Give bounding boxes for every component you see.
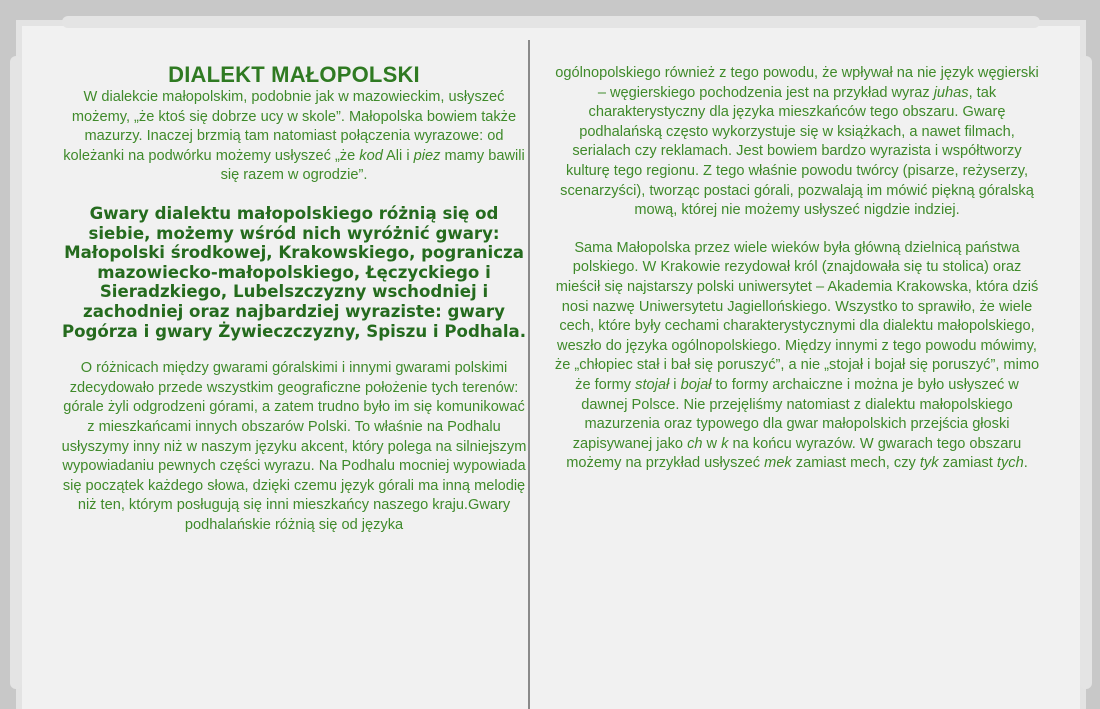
highlander-differences-paragraph: O różnicach między gwarami góralskimi i innymi gwarami polskimi zdecydowało przede wszystkim geograficzne położenie tych terenów: górale żyli odgrodzeni górami, a zatem trudno było im się komunikować z mieszkańcami innych obszarów Polski. To właśnie na Podhalu usłyszymy inny niż w naszym języku akcent, który polega na silniejszym wypowiadaniu pewnych części wyrazu. Na Podhalu mocniej wypowiada się początek każdego słowa, dzięki czemu język górali ma inną melodię niż ten, którym posługują się inni mieszkańcy naszego kraju.Gwary podhalańskie różnią się od języka (61, 360, 527, 533)
right-column (552, 64, 1042, 474)
torn-edge-right (1080, 56, 1092, 689)
intro-paragraph: W dialekcie małopolskim, podobnie jak w mazowieckim, usłyszeć możemy, „że ktoś się dobrze ucy w skole”. Małopolska bowiem także mazurzy. Inaczej brzmią tam natomiast połączenia wyrazowe: od koleżanki na podwórku możemy usłyszeć „że kod Ali i piez mamy bawili się razem w ogrodzie”. (63, 89, 525, 184)
left-column (60, 62, 528, 535)
torn-edge-top (62, 16, 1040, 28)
page-title: DIALEKT MAŁOPOLSKI (168, 62, 420, 87)
malopolska-history-paragraph: Sama Małopolska przez wiele wieków była główną dzielnicą państwa polskiego. W Krakowie rezydował król (znajdowała się tu stolica) oraz mieścił się najstarszy polski uniwersytet – Akademia Krakowska, która dziś nosi nazwę Uniwersytetu Jagiellońskiego. Wszystko to sprawiło, że wiele cech, które były cechami charakterystycznymi dla dialektu małopolskiego, weszło do języka ogólnopolskiego. Między innymi z tego powodu mówimy, że „chłopiec stał i bał się poruszyć”, a nie „stojał i bojał się poruszyć”, mimo że formy stojał i bojał to formy archaiczne i można je było usłyszeć w dawnej Polsce. Nie przejęliśmy natomiast z dialektu małopolskiego mazurzenia oraz typowego dla gwar małopolskich przejścia głoski zapisywanej jako ch w k na końcu wyrazów. W gwarach tego obszaru możemy na przykład usłyszeć mek zamiast mech, czy tyk zamiast tych. (554, 239, 1040, 472)
dialect-groups-paragraph: Gwary dialektu małopolskiego różnią się od siebie, możemy wśród nich wyróżnić gwary: Małopolski środkowej, Krakowskiego, pogranicza mazowiecko-małopolskiego, Łęczyckiego i Sieradzkiego, Lubelszczyzny wschodniej i zachodniej oraz najbardziej wyraziste: gwary Pogórza i gwary Żywieczczyzny, Spiszu i Podhala. (61, 203, 527, 341)
column-divider (528, 40, 530, 709)
torn-edge-left (10, 56, 22, 689)
hungarian-influence-paragraph: ogólnopolskiego również z tego powodu, że wpływał na nie język węgierski – węgierskiego pochodzenia jest na przykład wyraz juhas, tak charakterystyczny dla języka mieszkańców tego obszaru. Gwarę podhalańską często wykorzystuje się w książkach, a nawet filmach, serialach czy reklamach. Jest bowiem bardzo wyrazista i współtworzy kulturę tego regionu. Z tego właśnie powodu twórcy (pisarze, reżyserzy, scenarzyści), tworząc postaci górali, pozwalają im mówić piękną góralską mową, której nie możemy usłyszeć nigdzie indziej. (555, 65, 1039, 219)
